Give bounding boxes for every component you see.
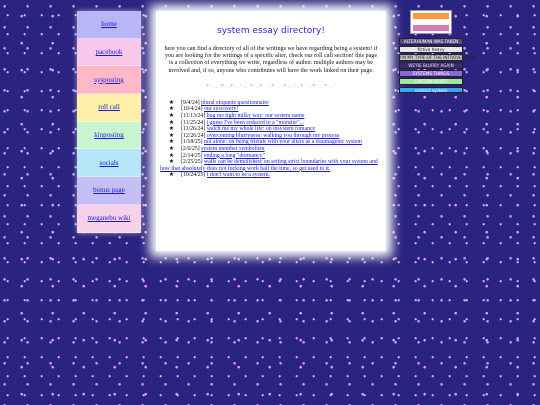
flag-badge (410, 10, 452, 34)
essay-list-item (160, 139, 380, 146)
essay-link[interactable]: our syscovery! (204, 106, 239, 113)
star-icon: ★ (168, 106, 174, 113)
essay-link[interactable]: i don't want to be a system. (206, 172, 270, 179)
sidebar-item-kinposting[interactable]: kinposting (77, 122, 141, 150)
essay-link[interactable]: watch me my whole life: on insystem romance (206, 126, 316, 133)
star-icon: ★ (168, 139, 174, 146)
sidebar-item-socials[interactable]: socials (77, 149, 141, 177)
essay-date: [10/24/25] (181, 172, 207, 179)
sidebar-item-bonus-page[interactable]: bonus page (77, 177, 141, 205)
star-divider: *·.. *·.*·.'·. *·.* ·.*·. *·.'·.* ·.*·. *·.' (206, 83, 336, 90)
essay-date: [9/4/24] (181, 99, 202, 106)
essay-list-item (160, 159, 380, 172)
sidebar-item-home[interactable]: home (77, 11, 141, 39)
essay-list-item (160, 146, 380, 153)
badge-column (397, 10, 475, 95)
essay-date: [2/25/25] (181, 159, 205, 166)
sidebar-item-sysposting[interactable]: sysposting (77, 66, 141, 94)
star-icon: ★ (168, 159, 174, 166)
sidebar-item-meganebu-wiki[interactable]: meganebu wiki (77, 205, 141, 233)
star-icon: ★ (168, 152, 174, 159)
intro-text: here you can find a directory of all of the writings we have regarding being a system! if you are looking for the writings of a specific alter, check our roll call section! this page is a collection of everything we write, regardless of author. multiple authors may be involved and, if so, anyone who contributes will have the work linked on their page. (164, 46, 378, 74)
badge-button[interactable]: ALTERHUMAN WAS TAKEN (399, 38, 463, 45)
essay-link[interactable]: overcoming blurryness: walking you through my process (206, 132, 340, 139)
essay-list-item (160, 113, 380, 120)
badge-button[interactable]: I'M MY TYPE OF THE INTROVERSION (400, 55, 475, 61)
essay-date: [11/26/24] (181, 126, 207, 133)
essay-list (160, 100, 380, 179)
page-title: system essay directory! (217, 26, 325, 36)
essay-list-item (160, 126, 380, 133)
essay-date: [2/6/25] (181, 145, 202, 152)
essay-link[interactable]: hug me tight milky way: our system name (206, 113, 305, 119)
star-icon: ★ (168, 119, 174, 126)
essay-link[interactable]: i guess I've been reduced to a "monster"... (206, 119, 304, 126)
essay-link[interactable]: plural etiquette questionnaire (201, 99, 269, 106)
badge-button[interactable]: contact system (399, 87, 463, 94)
star-icon: ★ (168, 126, 174, 133)
badge-button[interactable]: SYSTEMS THINGS (399, 70, 463, 77)
essay-date: [12/26/24] (181, 132, 207, 139)
essay-date: [11/13/24] (181, 113, 207, 119)
essay-link[interactable]: not alone: on being friends with your alters as a traumagenic system (204, 139, 362, 146)
essay-date: [11/25/24] (181, 119, 207, 126)
star-icon: ★ (168, 145, 174, 152)
essay-link[interactable]: system member symbolism (201, 145, 265, 152)
main-panel (156, 11, 386, 251)
essay-date: [10/4/24] (181, 106, 205, 113)
essay-list-item (160, 172, 380, 179)
star-icon: ★ (168, 132, 174, 139)
sidebar-item-roll-call[interactable]: roll call (77, 94, 141, 122)
essay-link[interactable]: ending a long "dormancy" (204, 152, 265, 159)
badge-button[interactable]: WE'RE BLURRY AGAIN (399, 62, 463, 69)
star-icon: ★ (168, 99, 174, 106)
essay-link[interactable]: walls can be demolished: on setting strict boundaries with your system and how that absolutely does not fucking work half the time, so get used to it. (160, 159, 378, 172)
essay-date: [2/14/25] (181, 152, 205, 159)
star-icon: ★ (168, 172, 174, 179)
flag-stripe (413, 25, 449, 31)
sidebar-nav (77, 11, 141, 233)
essay-list-item (160, 106, 380, 113)
badge-button[interactable]: fictive heavy (399, 46, 463, 53)
star-icon: ★ (168, 113, 174, 119)
sidebar-item-pacebook[interactable]: pacebook (77, 39, 141, 67)
badge-button[interactable]: CUSTOM POSTS (399, 78, 463, 85)
essay-date: [1/18/25] (181, 139, 205, 146)
